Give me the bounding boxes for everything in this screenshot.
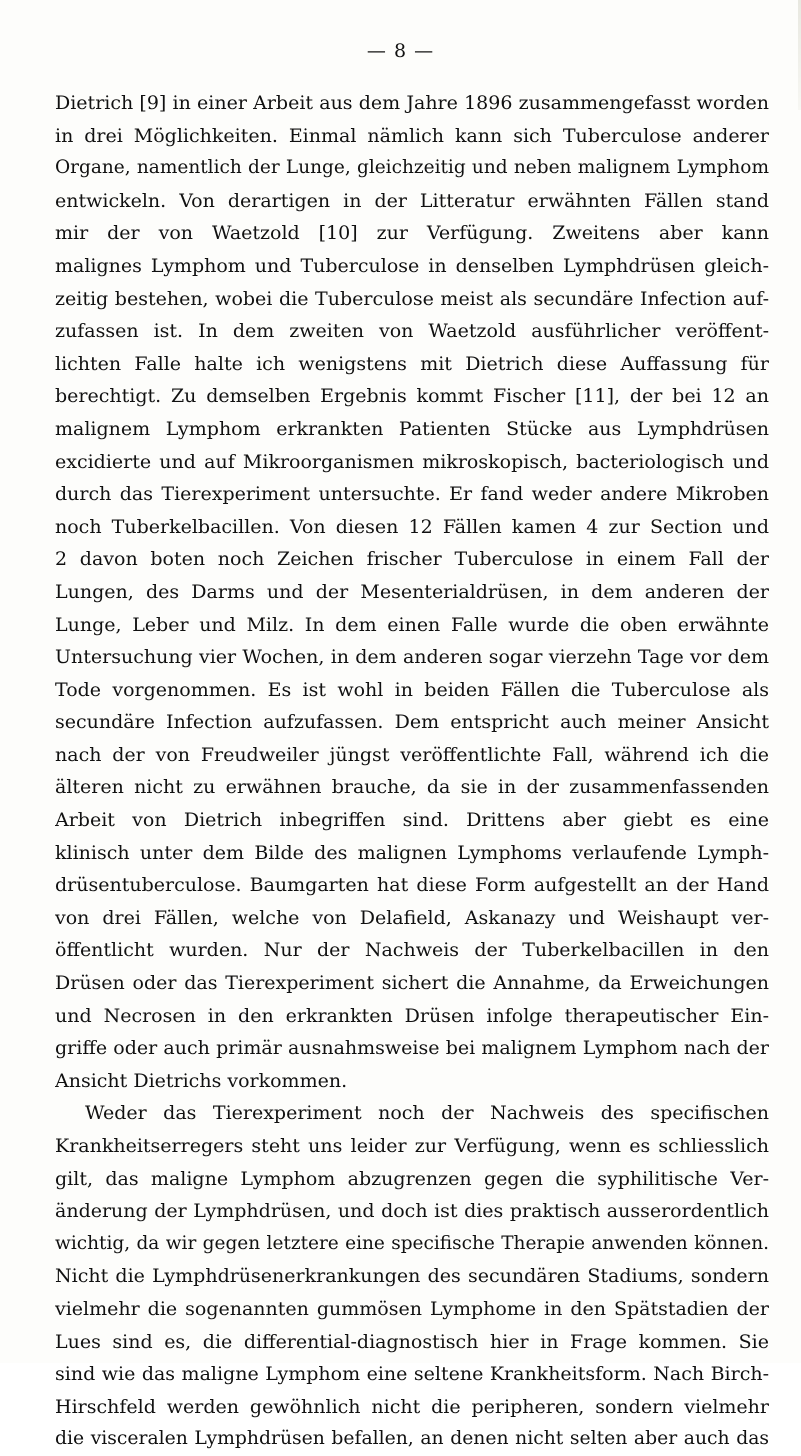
text-line-paragraph-end: Ansicht Dietrichs vorkommen.: [55, 1069, 348, 1092]
text-line: secundäre Infection aufzufassen. Dem entspricht auch meiner Ansicht: [55, 711, 769, 734]
text-line: Lues sind es, die differential-diagnostisch hier in Frage kommen. Sie: [55, 1330, 769, 1353]
text-line-paragraph-start: Weder das Tierexperiment noch der Nachweis des specifischen: [85, 1102, 769, 1125]
text-line: lichten Falle halte ich wenigstens mit Dietrich diese Auffassung für: [55, 352, 769, 375]
text-line: griffe oder auch primär ausnahmsweise bei malignem Lymphom nach der: [55, 1037, 769, 1060]
text-line: in drei Möglichkeiten. Einmal nämlich kann sich Tuberculose anderer: [55, 124, 769, 147]
text-line: 2 davon boten noch Zeichen frischer Tuberculose in einem Fall der: [55, 548, 769, 571]
text-line: Drüsen oder das Tierexperiment sichert die Annahme, da Erweichungen: [55, 972, 769, 995]
text-line: zufassen ist. In dem zweiten von Waetzold ausführlicher veröffent-: [55, 320, 769, 343]
text-line: gilt, das maligne Lymphom abzugrenzen gegen die syphilitische Ver-: [55, 1167, 769, 1190]
text-line: durch das Tierexperiment untersuchte. Er fand weder andere Mikroben: [55, 483, 769, 506]
text-line: zeitig bestehen, wobei die Tuberculose meist als secundäre Infection auf-: [55, 287, 769, 310]
text-line: Lunge, Leber und Milz. In dem einen Falle wurde die oben erwähnte: [55, 613, 769, 636]
text-line: entwickeln. Von derartigen in der Litteratur erwähnten Fällen stand: [55, 189, 769, 212]
text-line: Arbeit von Dietrich inbegriffen sind. Drittens aber giebt es eine: [55, 809, 769, 832]
text-line: öffentlicht wurden. Nur der Nachweis der Tuberkelbacillen in den: [55, 939, 769, 962]
text-line: Lungen, des Darms und der Mesenterialdrüsen, in dem anderen der: [55, 580, 769, 603]
text-line: berechtigt. Zu demselben Ergebnis kommt Fischer [11], der bei 12 an: [55, 385, 769, 408]
text-line: Organe, namentlich der Lunge, gleichzeitig und neben malignem Lymphom: [55, 157, 769, 179]
text-line: sind wie das maligne Lymphom eine seltene Krankheitsform. Nach Birch-: [55, 1363, 769, 1386]
text-line: änderung der Lymphdrüsen, und doch ist dies praktisch ausserordentlich: [55, 1200, 769, 1223]
text-line: Hirschfeld werden gewöhnlich nicht die peripheren, sondern vielmehr: [55, 1395, 769, 1418]
text-line: noch Tuberkelbacillen. Von diesen 12 Fällen kamen 4 zur Section und: [55, 515, 769, 538]
text-line: drüsentuberculose. Baumgarten hat diese Form aufgestellt an der Hand: [55, 874, 769, 897]
text-line: Nicht die Lymphdrüsenerkrankungen des secundären Stadiums, sondern: [55, 1265, 769, 1288]
text-line: Untersuchung vier Wochen, in dem anderen sogar vierzehn Tage vor dem: [55, 646, 769, 669]
text-line: nach der von Freudweiler jüngst veröffentlichte Fall, während ich die: [55, 743, 769, 766]
text-line: klinisch unter dem Bilde des malignen Lymphoms verlaufende Lymph-: [55, 841, 769, 864]
text-line: Krankheitserregers steht uns leider zur Verfügung, wenn es schliesslich: [55, 1135, 769, 1157]
text-line: von drei Fällen, welche von Delafield, Askanazy und Weishaupt ver-: [55, 906, 769, 929]
text-line: mir der von Waetzold [10] zur Verfügung. Zweitens aber kann: [55, 222, 769, 245]
text-line: vielmehr die sogenannten gummösen Lymphome in den Spätstadien der: [55, 1297, 769, 1320]
text-line: wichtig, da wir gegen letztere eine specifische Therapie anwenden können.: [55, 1232, 769, 1254]
text-line: älteren nicht zu erwähnen brauche, da sie in der zusammenfassenden: [55, 776, 769, 799]
text-line: Tode vorgenommen. Es ist wohl in beiden Fällen die Tuberculose als: [55, 678, 769, 701]
body-text: [55, 87, 769, 1456]
text-line: excidierte und auf Mikroorganismen mikroskopisch, bacteriologisch und: [55, 450, 769, 473]
text-line: und Necrosen in den erkrankten Drüsen infolge therapeutischer Ein-: [55, 1004, 769, 1027]
page-number: — 8 —: [366, 40, 435, 62]
text-line: malignem Lymphom erkrankten Patienten Stücke aus Lymphdrüsen: [55, 417, 769, 440]
text-line: die visceralen Lymphdrüsen befallen, an denen nicht selten aber auch das: [55, 1428, 769, 1450]
text-line: malignes Lymphom und Tuberculose in denselben Lymphdrüsen gleich-: [55, 254, 769, 277]
text-line: Dietrich [9] in einer Arbeit aus dem Jahre 1896 zusammengefasst worden: [55, 92, 769, 114]
